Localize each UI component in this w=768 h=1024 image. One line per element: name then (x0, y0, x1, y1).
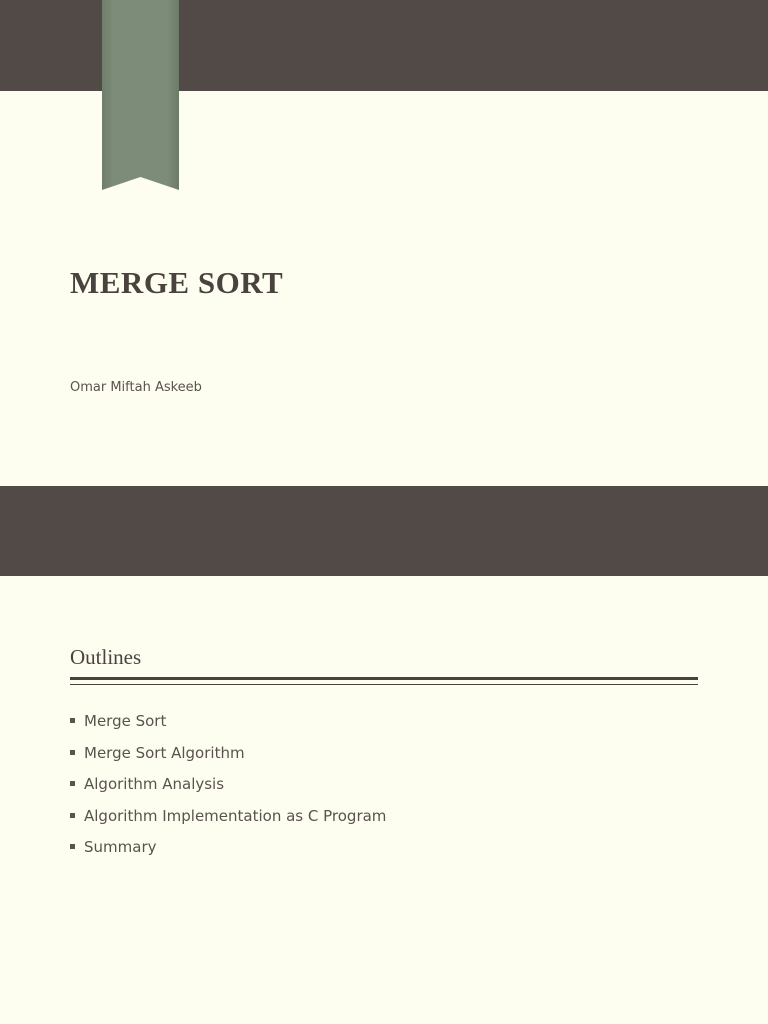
list-item (70, 835, 386, 867)
list-item-text: Merge Sort (84, 712, 167, 730)
list-item (70, 709, 386, 741)
title-divider-thick (70, 677, 698, 680)
square-bullet-icon (70, 781, 75, 786)
list-item-text: Algorithm Analysis (84, 775, 225, 794)
slide-subtitle-author: Omar Miftah Askeeb (70, 380, 202, 395)
title-slide (0, 0, 768, 486)
list-item-text: Summary (84, 838, 157, 857)
bullet-list (70, 709, 386, 867)
bookmark-ribbon-icon (101, 0, 180, 192)
list-item-text: Algorithm Implementation as C Program (84, 806, 387, 825)
list-item (70, 804, 386, 836)
list-item-text: Merge Sort Algorithm (84, 743, 245, 762)
square-bullet-icon (70, 718, 75, 723)
header-band (0, 486, 768, 576)
list-item (70, 741, 386, 773)
square-bullet-icon (70, 750, 75, 755)
list-item (70, 772, 386, 804)
slide-title: Outlines (70, 645, 142, 669)
outline-slide (0, 486, 768, 1024)
slide-title: MERGE SORT (70, 265, 284, 300)
square-bullet-icon (70, 844, 75, 849)
title-divider-thin (70, 684, 698, 685)
square-bullet-icon (70, 813, 75, 818)
